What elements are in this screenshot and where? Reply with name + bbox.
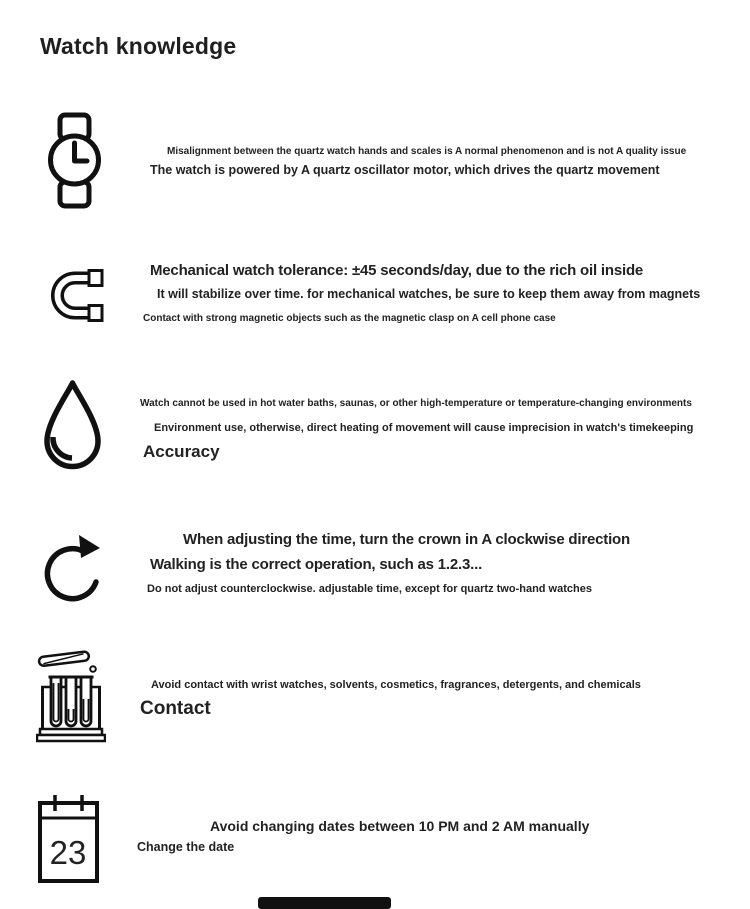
section-heading-contact: Contact — [140, 698, 211, 719]
section-heading-accuracy: Accuracy — [143, 442, 220, 461]
calendar-day: 23 — [49, 834, 87, 871]
section-line: Environment use, otherwise, direct heating of movement will cause imprecision in watch's timekeeping — [154, 422, 694, 434]
section-line: Contact with strong magnetic objects such as the magnetic clasp on A cell phone case — [143, 313, 556, 324]
section-line: Change the date — [137, 840, 235, 854]
clockwise-arrow-icon — [41, 527, 107, 607]
section-line: When adjusting the time, turn the crown in A clockwise direction — [183, 531, 630, 548]
test-tubes-icon — [36, 649, 106, 744]
section-line: Avoid changing dates between 10 PM and 2 AM manually — [210, 818, 590, 834]
section-line: Walking is the correct operation, such as 1.2.3... — [150, 556, 483, 573]
section-line: The watch is powered by A quartz oscillator motor, which drives the quartz movement — [150, 163, 660, 177]
section-line: Do not adjust counterclockwise. adjustable time, except for quartz two-hand watches — [147, 583, 592, 595]
water-drop-icon — [39, 378, 106, 477]
calendar-icon — [35, 792, 102, 885]
section-line: Misalignment between the quartz watch hands and scales is A normal phenomenon and is not A quality issue — [167, 146, 687, 157]
page-title: Watch knowledge — [40, 33, 237, 59]
watch-icon — [46, 112, 103, 209]
home-indicator[interactable] — [258, 897, 391, 909]
magnet-icon — [49, 265, 107, 325]
section-line: Avoid contact with wrist watches, solvents, cosmetics, fragrances, detergents, and chemicals — [151, 679, 641, 691]
section-line: It will stabilize over time. for mechanical watches, be sure to keep them away from magnets — [157, 287, 701, 301]
section-line: Mechanical watch tolerance: ±45 seconds/day, due to the rich oil inside — [150, 262, 644, 279]
section-line: Watch cannot be used in hot water baths, saunas, or other high-temperature or temperature-changing environments — [140, 398, 692, 409]
